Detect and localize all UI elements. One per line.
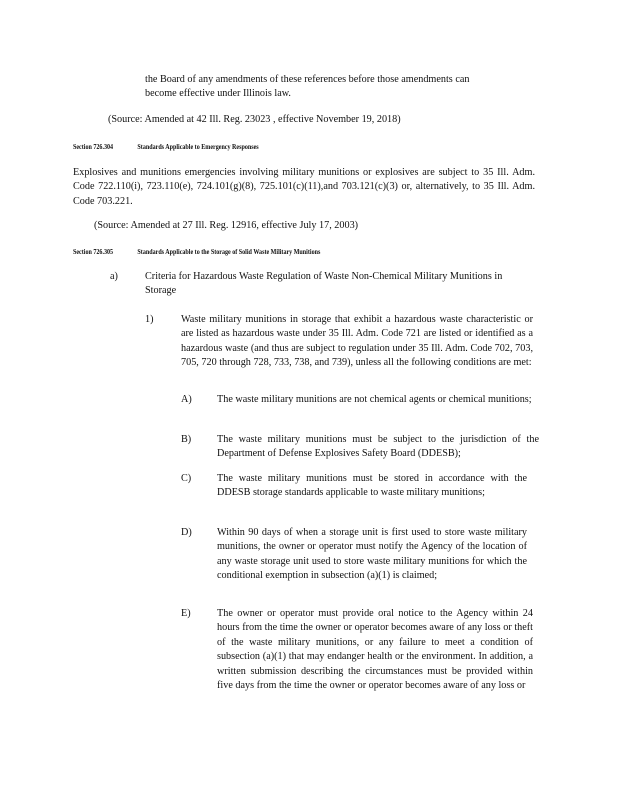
continued-paragraph-line-2: become effective under Illinois law. xyxy=(145,88,291,99)
subsection-text: Criteria for Hazardous Waste Regulation of Waste Non-Chemical Military Munitions in Storage xyxy=(145,271,503,297)
continued-paragraph-line-1: the Board of any amendments of these references before those amendments can xyxy=(145,74,470,85)
section-number: Section 726.304 xyxy=(73,142,114,151)
section-title: Standards Applicable to Emergency Responses xyxy=(137,142,259,151)
section-number: Section 726.305 xyxy=(73,247,114,256)
source-note: (Source: Amended at 27 Ill. Reg. 12916, effective July 17, 2003) xyxy=(94,220,359,231)
section-paragraph: Explosives and munitions emergencies involving military munitions or explosives are subject to 35 Ill. Adm. Code 722.110(i), 723.110(e), 724.101(g)(8), 725.101(c)(11),and 703.121(c)(3) or, alternatively, to 35 Ill. Adm. Code 703.221. xyxy=(73,167,535,207)
section-heading xyxy=(73,247,320,257)
condition-text: The waste military munitions must be stored in accordance with the DDESB storage standards applicable to waste military munitions; xyxy=(217,473,527,499)
item-text: Waste military munitions in storage that exhibit a hazardous waste characteristic or are listed as hazardous waste under 35 Ill. Adm. Code 721 are listed or identified as a hazardous waste (and thus are subject to regulation under 35 Ill. Adm. Code 702, 703, 705, 720 through 728, 733, 738, and 739), unless all the following conditions are met: xyxy=(181,314,533,369)
condition-label: D) xyxy=(181,527,192,538)
condition-label: B) xyxy=(181,434,192,445)
source-note: (Source: Amended at 42 Ill. Reg. 23023 , effective November 19, 2018) xyxy=(108,114,401,125)
condition-label: E) xyxy=(181,608,191,619)
item-label: 1) xyxy=(145,314,154,325)
subsection-label: a) xyxy=(110,271,118,282)
condition-label: C) xyxy=(181,473,192,484)
condition-label: A) xyxy=(181,394,192,405)
section-title: Standards Applicable to the Storage of Solid Waste Military Munitions xyxy=(137,247,321,256)
condition-text: The waste military munitions must be subject to the jurisdiction of the Department of Defense Explosives Safety Board (DDESB); xyxy=(217,434,539,460)
condition-text: The owner or operator must provide oral notice to the Agency within 24 hours from the time the owner or operator becomes aware of any loss or theft of the waste military munitions, or any failure to meet a condition of subsection (a)(1) that may endanger health or the environment. In addition, a written submission describing the circumstances must be provided within five days from the time the owner or operator becomes aware of any loss or xyxy=(217,608,533,692)
condition-text: The waste military munitions are not chemical agents or chemical munitions; xyxy=(217,394,532,405)
condition-text: Within 90 days of when a storage unit is first used to store waste military munitions, the owner or operator must notify the Agency of the location of any waste storage unit used to store waste military munitions for which the conditional exemption in subsection (a)(1) is claimed; xyxy=(217,527,527,582)
section-heading xyxy=(73,142,259,152)
